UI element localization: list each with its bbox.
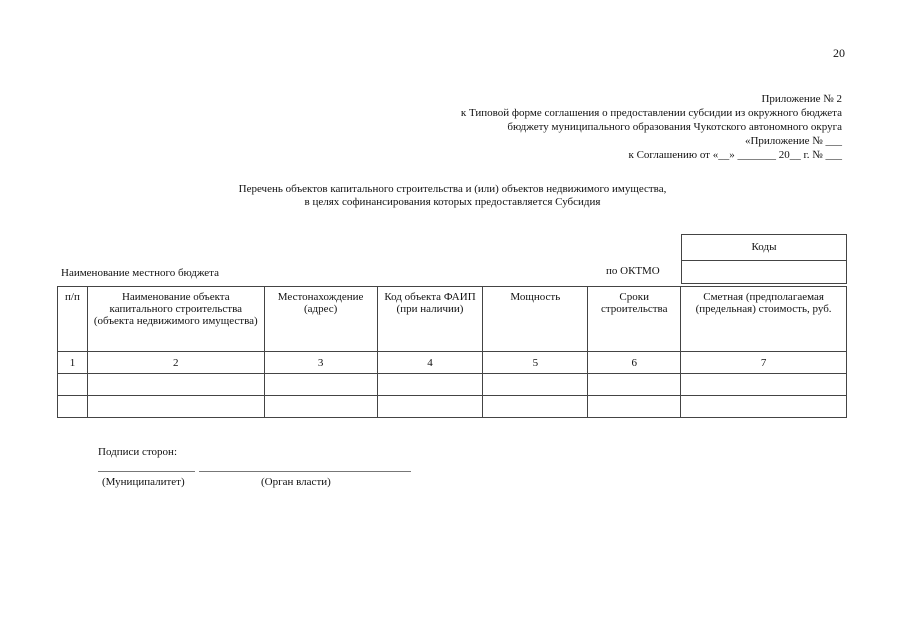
appendix-line-2: к Типовой форме соглашения о предоставлении субсидии из окружного бюджета xyxy=(460,107,842,119)
signature-label-municipality: (Муниципалитет) xyxy=(102,476,185,488)
signature-line-authority xyxy=(199,471,411,472)
col-header-faip-code: Код объекта ФАИП (при наличии) xyxy=(377,287,483,352)
table-cell xyxy=(264,396,377,418)
table-row xyxy=(58,396,847,418)
column-number: 2 xyxy=(87,352,264,374)
document-title xyxy=(0,183,905,209)
table-cell xyxy=(87,396,264,418)
col-header-cost: Сметная (предполагаемая (предельная) стоимость, руб. xyxy=(681,287,847,352)
codes-header: Коды xyxy=(682,235,846,261)
table-cell xyxy=(377,374,483,396)
appendix-header xyxy=(461,92,842,162)
table-cell xyxy=(483,396,588,418)
objects-table xyxy=(57,286,847,418)
table-header-row xyxy=(58,287,847,352)
codes-box xyxy=(681,234,847,284)
signature-line-municipality xyxy=(98,471,195,472)
budget-label: Наименование местного бюджета xyxy=(61,267,219,279)
table-cell xyxy=(87,374,264,396)
signature-label-authority: (Орган власти) xyxy=(261,476,331,488)
signatures-title: Подписи сторон: xyxy=(98,446,178,458)
table-cell xyxy=(681,374,847,396)
table-cell xyxy=(58,396,88,418)
table-row xyxy=(58,374,847,396)
column-number: 4 xyxy=(377,352,483,374)
column-number: 5 xyxy=(483,352,588,374)
oktmo-label: по ОКТМО xyxy=(606,265,660,277)
title-line-1: Перечень объектов капитального строительства и (или) объектов недвижимого имущества, xyxy=(238,183,667,195)
column-number: 1 xyxy=(58,352,88,374)
table-cell xyxy=(681,396,847,418)
col-header-terms: Сроки строительства xyxy=(588,287,681,352)
col-header-number: п/п xyxy=(58,287,88,352)
col-header-capacity: Мощность xyxy=(483,287,588,352)
column-number: 3 xyxy=(264,352,377,374)
title-line-2: в целях софинансирования которых предоставляется Субсидия xyxy=(304,196,601,208)
table-cell xyxy=(483,374,588,396)
column-number: 7 xyxy=(681,352,847,374)
appendix-line-4: «Приложение № ___ xyxy=(744,135,842,147)
table-cell xyxy=(377,396,483,418)
table-cell xyxy=(264,374,377,396)
appendix-line-5: к Соглашению от «__» _______ 20__ г. № ___ xyxy=(628,149,842,161)
table-cell xyxy=(58,374,88,396)
appendix-line-1: Приложение № 2 xyxy=(761,93,842,105)
appendix-line-3: бюджету муниципального образования Чукотского автономного округа xyxy=(507,121,842,133)
table-cell xyxy=(588,396,681,418)
col-header-object-name: Наименование объекта капитального строительства (объекта недвижимого имущества) xyxy=(87,287,264,352)
column-numbers-row xyxy=(58,352,847,374)
col-header-location: Местонахождение (адрес) xyxy=(264,287,377,352)
column-number: 6 xyxy=(588,352,681,374)
table-cell xyxy=(588,374,681,396)
page-number: 20 xyxy=(833,46,845,60)
